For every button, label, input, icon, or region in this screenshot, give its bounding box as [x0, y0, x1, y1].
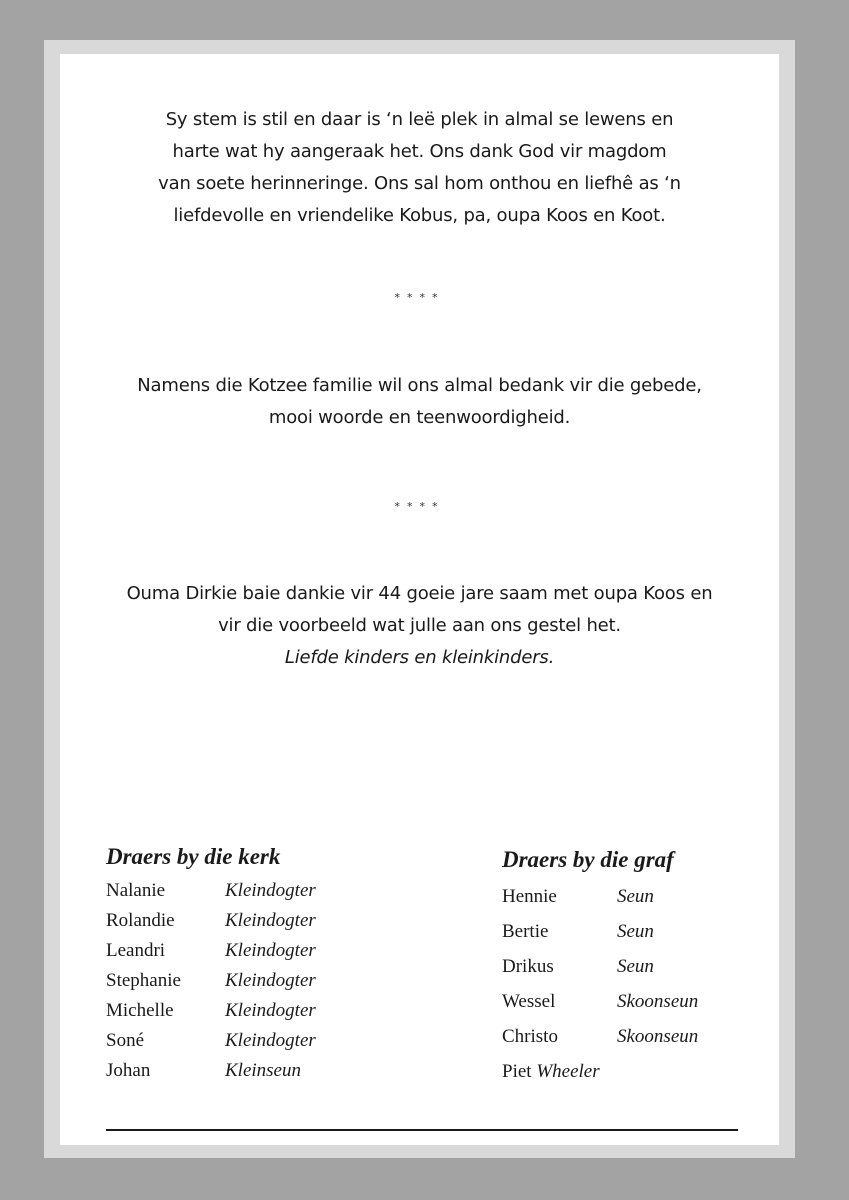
paragraph-tribute [60, 104, 779, 232]
bearer-name: Stephanie [106, 970, 181, 991]
bearer-relation: Kleindogter [225, 910, 316, 931]
bearer-name: Christo [502, 1026, 558, 1047]
bearers-church-heading: Draers by die kerk [106, 844, 281, 869]
paragraph-line: van soete herinneringe. Ons sal hom onthou en liefhê as ‘n [158, 173, 681, 194]
bearer-name: Leandri [106, 940, 166, 961]
bearer-relation: Wheeler [536, 1061, 600, 1082]
bearer-relation: Kleindogter [225, 1030, 316, 1051]
bearer-name: Drikus [502, 956, 554, 977]
memorial-card [60, 54, 779, 1145]
paragraph-line: Ouma Dirkie baie dankie vir 44 goeie jare saam met oupa Koos en [126, 583, 713, 604]
paragraph-line: vir die voorbeeld wat julle aan ons gestel het. [218, 615, 621, 636]
separator-stars: **** [394, 291, 445, 304]
bearer-name: Soné [106, 1030, 144, 1051]
bearer-name: Michelle [106, 1000, 174, 1021]
bearer-name: Piet [502, 1061, 532, 1082]
list-item [106, 1056, 406, 1086]
list-item [106, 936, 406, 966]
paragraph-ouma [60, 578, 779, 674]
list-item [502, 879, 762, 914]
paragraph-thanks [60, 370, 779, 434]
bearer-relation: Kleinseun [225, 1060, 301, 1081]
bearers-grave-heading: Draers by die graf [502, 847, 674, 872]
bearer-name: Bertie [502, 921, 549, 942]
bottom-divider [106, 1129, 738, 1131]
paragraph-line: liefdevolle en vriendelike Kobus, pa, oupa Koos en Koot. [173, 205, 666, 226]
paragraph-line: harte wat hy aangeraak het. Ons dank God vir magdom [172, 141, 667, 162]
bearer-relation: Kleindogter [225, 1000, 316, 1021]
list-item [502, 984, 762, 1019]
list-item [106, 1026, 406, 1056]
bearer-relation: Skoonseun [617, 1026, 699, 1047]
list-item [502, 949, 762, 984]
bearers-church-list [106, 844, 406, 1086]
bearer-name: Rolandie [106, 910, 175, 931]
bearer-name: Hennie [502, 886, 557, 907]
bearer-relation: Kleindogter [225, 940, 316, 961]
bearer-relation: Kleindogter [225, 970, 316, 991]
bearer-relation: Seun [617, 921, 654, 942]
bearers-grave-list [502, 847, 762, 1089]
list-item [106, 996, 406, 1026]
paragraph-line: Namens die Kotzee familie wil ons almal bedank vir die gebede, [137, 375, 702, 396]
list-item [502, 1019, 762, 1054]
bearer-relation: Seun [617, 956, 654, 977]
bearer-name: Johan [106, 1060, 151, 1081]
paragraph-line: Sy stem is stil en daar is ‘n leë plek in almal se lewens en [165, 109, 674, 130]
list-item [106, 966, 406, 996]
bearer-name: Nalanie [106, 880, 166, 901]
paragraph-line: mooi woorde en teenwoordigheid. [268, 407, 571, 428]
signature-line: Liefde kinders en kleinkinders. [284, 647, 555, 668]
list-item [106, 906, 406, 936]
bearer-name: Wessel [502, 991, 556, 1012]
bearer-relation: Skoonseun [617, 991, 699, 1012]
list-item [502, 1054, 762, 1089]
list-item [106, 876, 406, 906]
list-item [502, 914, 762, 949]
bearer-relation: Kleindogter [225, 880, 316, 901]
separator-stars: **** [394, 500, 445, 513]
bearer-relation: Seun [617, 886, 654, 907]
